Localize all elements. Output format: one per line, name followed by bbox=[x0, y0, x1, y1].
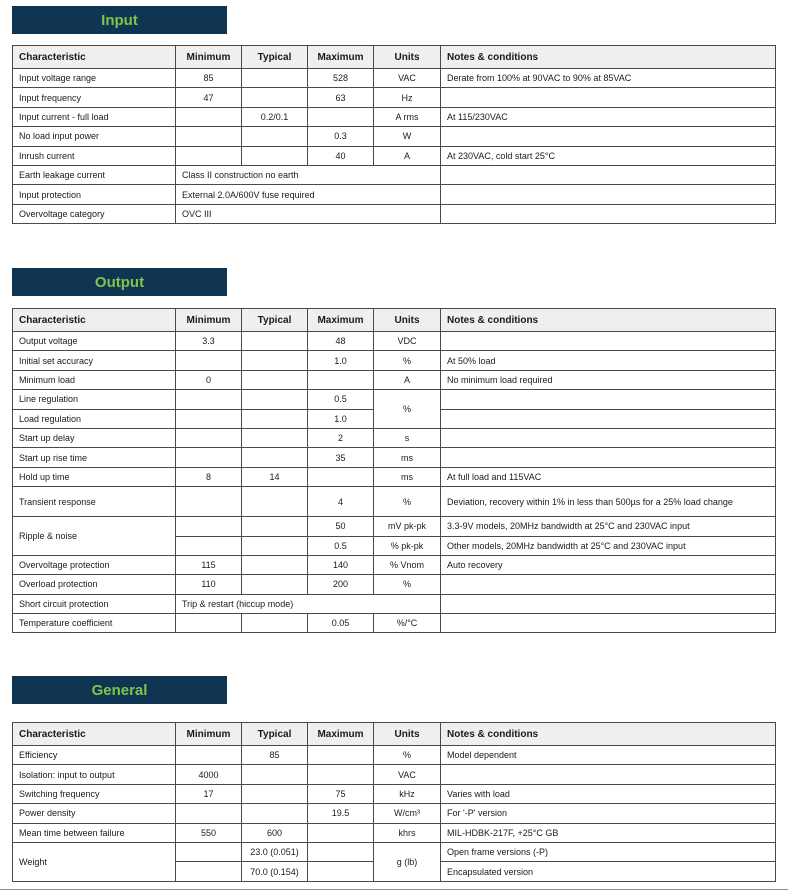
cell-minimum: 47 bbox=[176, 88, 242, 107]
table-row bbox=[13, 370, 776, 389]
cell-characteristic: Start up rise time bbox=[13, 448, 176, 467]
general-section-title: General bbox=[12, 676, 227, 704]
table-row bbox=[13, 88, 776, 107]
cell-notes bbox=[441, 428, 776, 447]
cell-minimum bbox=[176, 862, 242, 881]
table-row bbox=[13, 107, 776, 126]
cell-spanning-value: External 2.0A/600V fuse required bbox=[176, 185, 441, 204]
cell-characteristic: Switching frequency bbox=[13, 784, 176, 803]
cell-units: A bbox=[374, 146, 441, 165]
cell-units: s bbox=[374, 428, 441, 447]
cell-maximum bbox=[308, 862, 374, 881]
cell-typical bbox=[242, 351, 308, 370]
table-row bbox=[13, 594, 776, 613]
table-row bbox=[13, 127, 776, 146]
cell-typical: 14 bbox=[242, 467, 308, 486]
cell-notes bbox=[441, 409, 776, 428]
cell-notes: At 50% load bbox=[441, 351, 776, 370]
cell-minimum: 85 bbox=[176, 69, 242, 88]
cell-notes: At 230VAC, cold start 25°C bbox=[441, 146, 776, 165]
cell-characteristic: Earth leakage current bbox=[13, 165, 176, 184]
table-row bbox=[13, 765, 776, 784]
cell-notes: Derate from 100% at 90VAC to 90% at 85VAC bbox=[441, 69, 776, 88]
cell-characteristic: Efficiency bbox=[13, 746, 176, 765]
cell-minimum: 4000 bbox=[176, 765, 242, 784]
cell-notes bbox=[441, 575, 776, 594]
header-units: Units bbox=[374, 46, 441, 69]
cell-units: VDC bbox=[374, 332, 441, 351]
cell-maximum: 1.0 bbox=[308, 351, 374, 370]
cell-notes: At 115/230VAC bbox=[441, 107, 776, 126]
cell-typical bbox=[242, 487, 308, 517]
cell-minimum bbox=[176, 390, 242, 409]
cell-maximum: 63 bbox=[308, 88, 374, 107]
cell-characteristic: Input voltage range bbox=[13, 69, 176, 88]
cell-typical: 70.0 (0.154) bbox=[242, 862, 308, 881]
table-row bbox=[13, 448, 776, 467]
cell-units: khrs bbox=[374, 823, 441, 842]
cell-minimum bbox=[176, 127, 242, 146]
header-characteristic: Characteristic bbox=[13, 723, 176, 746]
cell-notes bbox=[441, 185, 776, 204]
cell-minimum bbox=[176, 146, 242, 165]
cell-units: % pk-pk bbox=[374, 536, 441, 555]
cell-minimum: 8 bbox=[176, 467, 242, 486]
cell-typical bbox=[242, 428, 308, 447]
table-row bbox=[13, 204, 776, 223]
cell-notes bbox=[441, 88, 776, 107]
cell-units: ms bbox=[374, 467, 441, 486]
cell-typical: 0.2/0.1 bbox=[242, 107, 308, 126]
header-minimum: Minimum bbox=[176, 46, 242, 69]
cell-maximum: 50 bbox=[308, 517, 374, 536]
table-row bbox=[13, 804, 776, 823]
cell-characteristic: Ripple & noise bbox=[13, 517, 176, 556]
cell-maximum: 528 bbox=[308, 69, 374, 88]
table-row bbox=[13, 487, 776, 517]
cell-spanning-value: Trip & restart (hiccup mode) bbox=[176, 594, 441, 613]
table-row bbox=[13, 746, 776, 765]
cell-minimum: 3.3 bbox=[176, 332, 242, 351]
cell-notes bbox=[441, 165, 776, 184]
cell-units: % bbox=[374, 746, 441, 765]
cell-maximum: 140 bbox=[308, 555, 374, 574]
cell-characteristic: Overvoltage category bbox=[13, 204, 176, 223]
cell-characteristic: Initial set accuracy bbox=[13, 351, 176, 370]
cell-units: kHz bbox=[374, 784, 441, 803]
table-row bbox=[13, 467, 776, 486]
table-row bbox=[13, 555, 776, 574]
cell-notes bbox=[441, 127, 776, 146]
cell-units: % bbox=[374, 390, 441, 429]
cell-typical bbox=[242, 536, 308, 555]
cell-typical bbox=[242, 517, 308, 536]
table-row bbox=[13, 575, 776, 594]
output-section-title: Output bbox=[12, 268, 227, 296]
cell-characteristic: Temperature coefficient bbox=[13, 614, 176, 633]
table-row bbox=[13, 165, 776, 184]
cell-typical bbox=[242, 765, 308, 784]
output-spec-table bbox=[12, 308, 776, 633]
cell-notes: Auto recovery bbox=[441, 555, 776, 574]
header-typical: Typical bbox=[242, 309, 308, 332]
header-characteristic: Characteristic bbox=[13, 46, 176, 69]
cell-typical bbox=[242, 784, 308, 803]
table-row bbox=[13, 332, 776, 351]
bottom-divider bbox=[0, 889, 788, 890]
cell-notes: Varies with load bbox=[441, 784, 776, 803]
table-row bbox=[13, 390, 776, 409]
cell-maximum bbox=[308, 107, 374, 126]
table-row bbox=[13, 614, 776, 633]
cell-units: W bbox=[374, 127, 441, 146]
cell-maximum: 2 bbox=[308, 428, 374, 447]
cell-maximum: 4 bbox=[308, 487, 374, 517]
cell-minimum: 0 bbox=[176, 370, 242, 389]
header-maximum: Maximum bbox=[308, 46, 374, 69]
header-notes: Notes & conditions bbox=[441, 723, 776, 746]
cell-units: % bbox=[374, 351, 441, 370]
cell-units: VAC bbox=[374, 69, 441, 88]
cell-notes: Encapsulated version bbox=[441, 862, 776, 881]
cell-units: A bbox=[374, 370, 441, 389]
cell-notes: For '-P' version bbox=[441, 804, 776, 823]
cell-minimum bbox=[176, 746, 242, 765]
cell-minimum bbox=[176, 351, 242, 370]
table-row bbox=[13, 69, 776, 88]
cell-characteristic: Power density bbox=[13, 804, 176, 823]
cell-units: % bbox=[374, 487, 441, 517]
header-minimum: Minimum bbox=[176, 309, 242, 332]
cell-minimum bbox=[176, 448, 242, 467]
cell-notes bbox=[441, 448, 776, 467]
cell-maximum: 0.5 bbox=[308, 536, 374, 555]
general-spec-table bbox=[12, 722, 776, 882]
cell-typical bbox=[242, 146, 308, 165]
table-row bbox=[13, 842, 776, 861]
cell-typical: 23.0 (0.051) bbox=[242, 842, 308, 861]
cell-typical bbox=[242, 448, 308, 467]
cell-minimum bbox=[176, 487, 242, 517]
cell-characteristic: Transient response bbox=[13, 487, 176, 517]
cell-typical bbox=[242, 614, 308, 633]
cell-characteristic: Short circuit protection bbox=[13, 594, 176, 613]
cell-maximum bbox=[308, 842, 374, 861]
cell-characteristic: Input protection bbox=[13, 185, 176, 204]
cell-notes: Model dependent bbox=[441, 746, 776, 765]
cell-maximum bbox=[308, 746, 374, 765]
cell-minimum: 110 bbox=[176, 575, 242, 594]
cell-notes bbox=[441, 594, 776, 613]
cell-typical bbox=[242, 555, 308, 574]
cell-maximum bbox=[308, 823, 374, 842]
cell-maximum: 35 bbox=[308, 448, 374, 467]
header-units: Units bbox=[374, 723, 441, 746]
cell-characteristic: Hold up time bbox=[13, 467, 176, 486]
cell-minimum: 115 bbox=[176, 555, 242, 574]
cell-units: W/cm³ bbox=[374, 804, 441, 823]
table-row bbox=[13, 428, 776, 447]
cell-minimum: 17 bbox=[176, 784, 242, 803]
table-row bbox=[13, 517, 776, 536]
cell-minimum: 550 bbox=[176, 823, 242, 842]
cell-typical: 85 bbox=[242, 746, 308, 765]
cell-characteristic: Minimum load bbox=[13, 370, 176, 389]
cell-notes bbox=[441, 614, 776, 633]
header-maximum: Maximum bbox=[308, 309, 374, 332]
cell-spanning-value: OVC III bbox=[176, 204, 441, 223]
cell-maximum: 1.0 bbox=[308, 409, 374, 428]
cell-maximum: 0.5 bbox=[308, 390, 374, 409]
cell-units: g (lb) bbox=[374, 842, 441, 881]
cell-typical bbox=[242, 332, 308, 351]
cell-typical bbox=[242, 390, 308, 409]
cell-characteristic: Start up delay bbox=[13, 428, 176, 447]
cell-notes: No minimum load required bbox=[441, 370, 776, 389]
header-typical: Typical bbox=[242, 723, 308, 746]
cell-characteristic: Overvoltage protection bbox=[13, 555, 176, 574]
cell-characteristic: Output voltage bbox=[13, 332, 176, 351]
cell-units: % Vnom bbox=[374, 555, 441, 574]
header-row bbox=[13, 309, 776, 332]
cell-characteristic: No load input power bbox=[13, 127, 176, 146]
cell-minimum bbox=[176, 409, 242, 428]
cell-units: A rms bbox=[374, 107, 441, 126]
cell-notes bbox=[441, 765, 776, 784]
cell-characteristic: Line regulation bbox=[13, 390, 176, 409]
cell-notes bbox=[441, 332, 776, 351]
cell-characteristic: Weight bbox=[13, 842, 176, 881]
cell-units: mV pk-pk bbox=[374, 517, 441, 536]
cell-notes: 3.3-9V models, 20MHz bandwidth at 25°C and 230VAC input bbox=[441, 517, 776, 536]
header-characteristic: Characteristic bbox=[13, 309, 176, 332]
table-row bbox=[13, 185, 776, 204]
cell-typical bbox=[242, 88, 308, 107]
cell-maximum bbox=[308, 467, 374, 486]
cell-maximum: 19.5 bbox=[308, 804, 374, 823]
cell-units: % bbox=[374, 575, 441, 594]
cell-typical bbox=[242, 127, 308, 146]
header-minimum: Minimum bbox=[176, 723, 242, 746]
cell-notes: MIL-HDBK-217F, +25°C GB bbox=[441, 823, 776, 842]
table-row bbox=[13, 146, 776, 165]
header-typical: Typical bbox=[242, 46, 308, 69]
cell-typical: 600 bbox=[242, 823, 308, 842]
cell-maximum: 200 bbox=[308, 575, 374, 594]
table-row bbox=[13, 823, 776, 842]
cell-spanning-value: Class II construction no earth bbox=[176, 165, 441, 184]
header-maximum: Maximum bbox=[308, 723, 374, 746]
cell-notes: Other models, 20MHz bandwidth at 25°C and 230VAC input bbox=[441, 536, 776, 555]
cell-units: %/°C bbox=[374, 614, 441, 633]
cell-minimum bbox=[176, 842, 242, 861]
input-spec-table bbox=[12, 45, 776, 224]
cell-maximum: 40 bbox=[308, 146, 374, 165]
cell-minimum bbox=[176, 517, 242, 536]
cell-units: VAC bbox=[374, 765, 441, 784]
cell-maximum bbox=[308, 765, 374, 784]
cell-units: ms bbox=[374, 448, 441, 467]
cell-characteristic: Input current - full load bbox=[13, 107, 176, 126]
header-units: Units bbox=[374, 309, 441, 332]
cell-units: Hz bbox=[374, 88, 441, 107]
cell-characteristic: Load regulation bbox=[13, 409, 176, 428]
cell-maximum: 0.3 bbox=[308, 127, 374, 146]
cell-notes bbox=[441, 390, 776, 409]
cell-minimum bbox=[176, 614, 242, 633]
cell-typical bbox=[242, 804, 308, 823]
cell-characteristic: Isolation: input to output bbox=[13, 765, 176, 784]
cell-notes: Open frame versions (-P) bbox=[441, 842, 776, 861]
cell-characteristic: Input frequency bbox=[13, 88, 176, 107]
input-section-title: Input bbox=[12, 6, 227, 34]
cell-typical bbox=[242, 370, 308, 389]
cell-maximum: 48 bbox=[308, 332, 374, 351]
header-notes: Notes & conditions bbox=[441, 46, 776, 69]
cell-notes: Deviation, recovery within 1% in less than 500µs for a 25% load change bbox=[441, 487, 776, 517]
cell-characteristic: Inrush current bbox=[13, 146, 176, 165]
cell-characteristic: Mean time between failure bbox=[13, 823, 176, 842]
cell-maximum: 0.05 bbox=[308, 614, 374, 633]
cell-typical bbox=[242, 409, 308, 428]
header-notes: Notes & conditions bbox=[441, 309, 776, 332]
header-row bbox=[13, 723, 776, 746]
cell-minimum bbox=[176, 804, 242, 823]
cell-minimum bbox=[176, 428, 242, 447]
cell-maximum: 75 bbox=[308, 784, 374, 803]
cell-notes: At full load and 115VAC bbox=[441, 467, 776, 486]
cell-typical bbox=[242, 69, 308, 88]
header-row bbox=[13, 46, 776, 69]
cell-characteristic: Overload protection bbox=[13, 575, 176, 594]
table-row bbox=[13, 784, 776, 803]
table-row bbox=[13, 351, 776, 370]
cell-maximum bbox=[308, 370, 374, 389]
cell-notes bbox=[441, 204, 776, 223]
cell-typical bbox=[242, 575, 308, 594]
cell-minimum bbox=[176, 107, 242, 126]
cell-minimum bbox=[176, 536, 242, 555]
